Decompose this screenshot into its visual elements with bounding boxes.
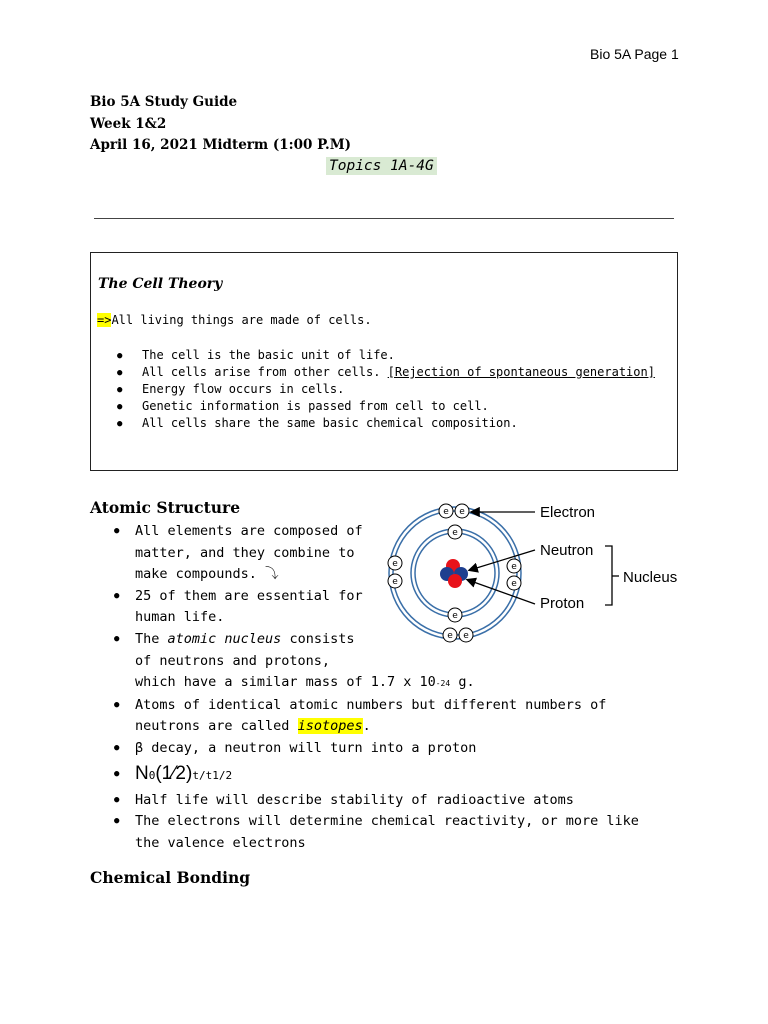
topics-label: Topics 1A-4G (326, 157, 437, 175)
page-number-label: Bio 5A Page 1 (590, 46, 679, 62)
svg-text:e: e (452, 611, 458, 621)
list-item (90, 760, 660, 790)
svg-text:e: e (511, 579, 517, 589)
atomic-structure-heading: Atomic Structure (90, 498, 241, 517)
formula-exponent: t/t1/2 (192, 768, 233, 782)
intro-text: All living things are made of cells. (111, 313, 372, 327)
electron (507, 576, 521, 590)
formula-n: N (135, 762, 149, 784)
electron (448, 608, 462, 622)
isotopes-term: isotopes (297, 718, 363, 735)
list-item (90, 738, 660, 760)
electron (448, 525, 462, 539)
list-item-text: Atoms of identical atomic numbers but different numbers of neutrons are called (135, 696, 607, 735)
svg-text:e: e (452, 528, 458, 538)
svg-text:e: e (463, 631, 469, 641)
week-label: Week 1&2 (90, 116, 167, 132)
list-item (100, 364, 660, 381)
proton-label: Proton (540, 595, 585, 612)
list-item-text: 25 of them are essential for human life. (135, 587, 363, 626)
list-item (100, 398, 660, 415)
list-item-text: All cells share the same basic chemical composition. (142, 416, 518, 430)
list-item (90, 790, 660, 812)
atomic-nucleus-term: atomic nucleus (167, 630, 282, 647)
electron (388, 574, 402, 588)
list-item-text: The cell is the basic unit of life. (142, 348, 395, 362)
electron (388, 556, 402, 570)
electron (459, 628, 473, 642)
list-item (100, 381, 660, 398)
text-part: . (362, 718, 371, 735)
cell-theory-intro (97, 313, 372, 327)
neutron-pointer (470, 550, 535, 570)
list-item (90, 586, 370, 629)
cell-theory-heading: The Cell Theory (98, 276, 223, 292)
horizontal-divider (94, 218, 674, 219)
document-title: Bio 5A Study Guide (90, 94, 238, 110)
electron-label: Electron (540, 504, 596, 521)
list-item-text: All cells arise from other cells. (142, 365, 388, 379)
exponent: -24 (435, 679, 451, 689)
arrow-marker: => (97, 313, 112, 327)
electron (439, 504, 453, 518)
list-item (90, 811, 660, 854)
svg-text:e: e (447, 631, 453, 641)
electron (443, 628, 457, 642)
proton-pointer (468, 580, 535, 604)
proton-dot (448, 574, 462, 588)
list-item-text: Half life will describe stability of radioactive atoms (135, 791, 574, 808)
svg-text:e: e (392, 559, 398, 569)
list-item-text: β decay, a neutron will turn into a proton (135, 739, 477, 756)
svg-text:e: e (459, 507, 465, 517)
electron (455, 504, 469, 518)
list-item-text: Energy flow occurs in cells. (142, 382, 345, 396)
midterm-date: April 16, 2021 Midterm (1:00 P.M) (90, 137, 352, 153)
list-item (100, 347, 660, 364)
atom-diagram (380, 500, 690, 646)
list-item-text: All elements are composed of matter, and they combine to make compounds. ⤵ (135, 523, 363, 583)
chemical-bonding-heading: Chemical Bonding (90, 868, 251, 887)
electron (507, 559, 521, 573)
nucleus-bracket (605, 546, 612, 605)
list-item (90, 521, 370, 586)
svg-text:e: e (392, 577, 398, 587)
list-item-text: The electrons will determine chemical reactivity, or more like the valence electrons (135, 813, 639, 851)
cell-theory-list (100, 347, 660, 432)
spontaneous-generation-note: [Rejection of spontaneous generation] (387, 365, 655, 379)
svg-text:e: e (443, 507, 449, 517)
list-item (90, 695, 660, 738)
nucleus-label: Nucleus (623, 569, 678, 586)
atomic-nucleus-item-text: The atomic nucleus consists of neutrons and protons, which have a similar mass of 1.7 x 10-24 g. (135, 630, 475, 691)
svg-text:e: e (511, 562, 517, 572)
formula-subscript: 0 (148, 768, 156, 782)
neutron-label: Neutron (540, 542, 594, 559)
list-item (100, 415, 660, 432)
formula-fraction: (1⁄2) (155, 762, 193, 784)
list-item-text: Genetic information is passed from cell to cell. (142, 399, 489, 413)
